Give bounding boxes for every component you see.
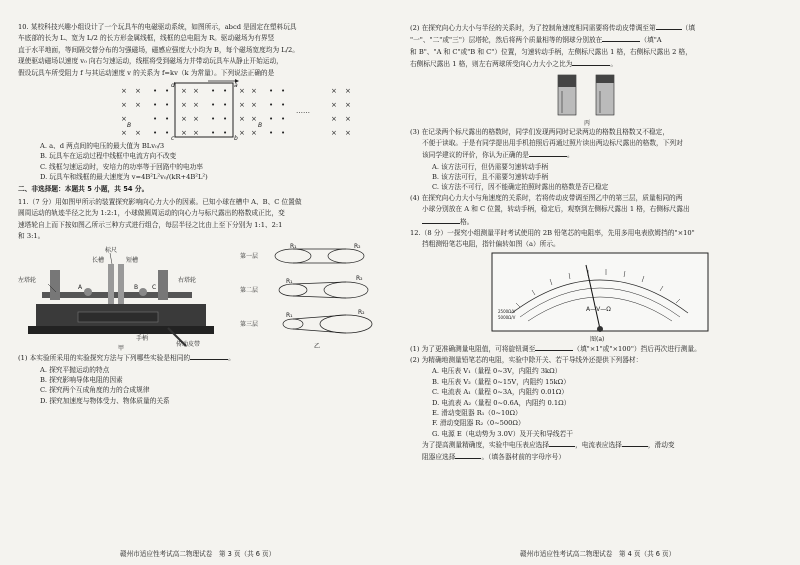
svg-text:•: • (165, 86, 170, 95)
ellipsis: …… (296, 106, 310, 115)
q11-part-4-line-2: 小球分别放在 A 和 C 位置，转动手柄，稳定后，观察到左侧标尺露出 1 格，右侧标尺露出 (422, 205, 690, 214)
label-scale: 标尺 (105, 247, 118, 255)
tower-combinations (275, 249, 372, 333)
svg-text:×: × (251, 86, 257, 95)
svg-text:×: × (193, 100, 199, 109)
q10-option-a: A. a、d 两点间的电压的最大值为 BLv₀/3 (40, 141, 165, 150)
label-belt: 传动皮带 (176, 341, 201, 349)
svg-text:×: × (251, 114, 257, 123)
svg-text:•: • (281, 86, 286, 95)
answer-blank[interactable] (622, 439, 648, 447)
field-mark: × (135, 86, 141, 95)
svg-text:×: × (345, 100, 351, 109)
figure-bing-scales (550, 71, 630, 127)
svg-text:×: × (193, 86, 199, 95)
q11-part-3-line-1: (3) 在记录两个标尺露出的格数时，同学们发现两同时记录两边的格数且格数又不稳定， (410, 127, 670, 136)
label-long-groove: 长槽 (92, 257, 105, 265)
r1-label: R₁ (286, 312, 293, 320)
svg-text:•: • (165, 114, 170, 123)
svg-text:×: × (345, 128, 351, 137)
svg-text:•: • (269, 86, 274, 95)
layer-1-label: 第一层 (240, 253, 259, 261)
svg-text:×: × (331, 114, 337, 123)
q11-option-b: B. 探究影响导体电阻的因素 (40, 376, 123, 384)
svg-text:×: × (239, 114, 245, 123)
section-2-heading: 二、非选择题：本题共 5 小题，共 54 分。 (18, 185, 149, 194)
q11-part-3-option-c: C. 该方法不可行，因不能确定拍照时露出的格数是否已稳定 (432, 183, 609, 192)
corner-b: b (234, 134, 238, 141)
svg-text:•: • (211, 114, 216, 123)
answer-blank[interactable] (422, 216, 460, 224)
equipment-a: A. 电压表 V₁（量程 0~3V，内阻约 3kΩ） (432, 367, 562, 376)
answer-blank[interactable] (602, 34, 640, 42)
r1-label: R₁ (286, 278, 293, 286)
field-mark: × (135, 128, 141, 137)
field-b-label: B (258, 121, 263, 129)
q11-stem-3: 速塔轮自上而下按如图乙所示三种方式进行组合，每层半径之比由上至下分别为 1:1、2:1 (18, 220, 283, 229)
svg-text:•: • (165, 128, 170, 137)
position-b: B (134, 284, 139, 292)
svg-text:•: • (281, 114, 286, 123)
q10-stem-3: 直于水平地面，等间隔交替分布的匀强磁场，磁感应强度大小均为 B，每个磁场宽度均为 L/2。 (18, 45, 299, 54)
svg-text:•: • (153, 100, 158, 109)
svg-text:×: × (251, 128, 257, 137)
svg-text:•: • (223, 86, 228, 95)
svg-text:•: • (281, 100, 286, 109)
q11-option-d: D. 探究加速度与物体受力、物体质量的关系 (40, 396, 170, 405)
svg-text:•: • (153, 86, 158, 95)
field-mark: × (121, 128, 127, 137)
svg-text:•: • (223, 100, 228, 109)
position-c: C (152, 284, 157, 292)
svg-text:×: × (239, 128, 245, 137)
meter-sensitivity-ac: 5000Ω/V (498, 314, 516, 320)
q11-part-4-line-1: (4) 在探究向心力大小与角速度的关系时，若将传动皮带调至图乙中的第三层，质量相同的两 (410, 193, 683, 202)
svg-text:•: • (269, 114, 274, 123)
svg-text:•: • (269, 128, 274, 137)
q10-option-c: C. 线框匀速运动时，安培力的功率等于回路中的电功率 (40, 162, 203, 171)
figure-jia-caption: 甲 (118, 345, 125, 353)
q11-option-c: C. 探究两个互成角度的力的合成规律 (40, 386, 150, 395)
svg-text:×: × (239, 100, 245, 109)
q12-part-3-line-1: 为了提高测量精确度，实验中电压表应选择 ，电流表应选择 ，滑动变 (422, 441, 675, 449)
svg-text:×: × (331, 128, 337, 137)
equipment-e: E. 滑动变阻器 R₁（0~10Ω） (432, 408, 522, 417)
page-4 (410, 22, 788, 464)
label-right-tower: 右塔轮 (178, 277, 197, 285)
layer-3-label: 第三层 (240, 321, 259, 329)
svg-text:×: × (251, 100, 257, 109)
v0-label (217, 79, 224, 80)
q10-stem-4: 现使驱动磁场以速度 v₀ 向右匀速运动，线框将受到磁场力并带动玩具车从静止开始运动， (18, 57, 283, 66)
answer-blank[interactable] (656, 22, 682, 30)
figure-yi-caption: 乙 (314, 343, 321, 351)
corner-a: a (234, 81, 238, 89)
field-mark: × (121, 114, 127, 123)
figure-a-caption: 图(a) (590, 335, 605, 343)
r1-label: R₁ (290, 243, 297, 251)
r2-label: R₂ (358, 309, 365, 317)
answer-blank[interactable] (529, 149, 567, 157)
q10-stem-5: 假设玩具车所受阻力 f 与其运动速度 v 的关系为 f=kv（k 为常量）。下列说法正确的是 (18, 68, 275, 77)
q11-apparatus-figure (18, 242, 390, 352)
meter-sensitivity-dc: 2500Ω/V (498, 308, 516, 314)
answer-blank[interactable] (535, 343, 573, 351)
q12-stem-2: 挡粗测铅笔芯电阻，指针偏转如图（a）所示。 (422, 240, 560, 249)
q11-part-1: (1) 本实验所采用的实验探究方法与下列哪些实验是相同的 。 (18, 354, 235, 363)
q11-part-2-line-3: 和 B"、"A 和 C"或"B 和 C"）位置，匀速转动手柄，左侧标尺露出 1 格，右侧标尺露出 2 格， (410, 47, 692, 56)
svg-text:•: • (153, 128, 158, 137)
q11-part-2-line-4: 右侧标尺露出 1 格，则左右两球所受向心力大小之比为 。 (410, 60, 618, 69)
q11-part-3-option-a: A. 该方法可行，但仍需要匀速转动手柄 (432, 162, 549, 171)
equipment-d: D. 电流表 A₂（量程 0~0.6A，内阻约 0.1Ω） (432, 398, 571, 407)
label-short-groove: 短槽 (126, 257, 139, 265)
svg-text:•: • (165, 100, 170, 109)
page-3 (18, 22, 393, 406)
q11-stem-4: 和 3:1。 (18, 231, 45, 240)
label-handle: 手柄 (136, 335, 149, 343)
svg-text:×: × (181, 128, 187, 137)
q12-stem-1: 12.（8 分）一探究小组测量平时考试使用的 2B 铅笔芯的电阻率，先用多用电表欧姆挡的"×10" (410, 228, 695, 237)
q12-part-2: (2) 为精确地测量铅笔芯的电阻，实验中除开关、若干导线外还提供下列器材： (410, 356, 643, 364)
field-b-label: B (127, 121, 132, 129)
q11-part-3-line-2: 不便于读取。于是有同学提出用手机拍照后再通过照片读出两边标尺露出的格数，下列对 (422, 138, 683, 147)
svg-text:×: × (193, 128, 199, 137)
multimeter-dial-figure (490, 251, 710, 343)
svg-text:×: × (239, 86, 245, 95)
equipment-b: B. 电压表 V₂（量程 0~15V，内阻约 15kΩ） (432, 377, 570, 386)
label-left-tower: 左塔轮 (18, 277, 37, 285)
svg-text:×: × (181, 114, 187, 123)
svg-text:•: • (269, 100, 274, 109)
q10-stem-2: 车底部的长为 L、宽为 L/2 的长方形金属线框，线框的总电阻为 R。驱动磁场为有界竖 (18, 34, 275, 43)
r2-label: R₂ (356, 275, 363, 283)
answer-blank[interactable] (455, 451, 481, 459)
meter-label: A—V—Ω (586, 305, 611, 313)
layer-2-label: 第二层 (240, 287, 259, 295)
equipment-g: G. 电源 E（电动势为 3.0V）及开关和导线若干 (432, 429, 573, 438)
field-mark: × (121, 86, 127, 95)
position-a: A (78, 284, 83, 292)
equipment-c: C. 电流表 A₁（量程 0~3A，内阻约 0.01Ω） (432, 388, 568, 397)
q10-option-d: D. 玩具车和线框的最大速度为 v=4B²L²v₀/(kR+4B²L²) (40, 173, 208, 181)
svg-text:×: × (181, 86, 187, 95)
r2-label: R₂ (354, 243, 361, 251)
q11-part-2-line-1: (2) 在探究向心力大小与半径的关系时，为了控制角速度相同需要将传动皮带调至第 （填 (410, 24, 696, 32)
answer-blank[interactable] (549, 439, 575, 447)
svg-text:•: • (153, 114, 158, 123)
svg-text:×: × (345, 114, 351, 123)
svg-text:•: • (211, 86, 216, 95)
field-mark: × (121, 100, 127, 109)
page-4-footer: 赣州市适应性考试高二物理试卷 第 4 页（共 6 页） (520, 550, 676, 558)
q11-part-3-line-3: 该同学建议的评价，你认为正确的是 。 (422, 151, 574, 160)
svg-text:×: × (345, 86, 351, 95)
q11-stem-2: 圆周运动的轨迹半径之比为 1:2:1，小球做圆周运动的向心力与标尺露出的格数成正比，变 (18, 209, 285, 218)
svg-text:×: × (181, 100, 187, 109)
q11-part-3-option-b: B. 该方法可行，且不需要匀速转动手柄 (432, 173, 549, 181)
svg-text:•: • (223, 128, 228, 137)
q11-option-a: A. 探究平抛运动的特点 (40, 365, 110, 374)
page-3-footer: 赣州市适应性考试高二物理试卷 第 3 页（共 6 页） (120, 550, 276, 558)
svg-text:•: • (223, 114, 228, 123)
svg-text:×: × (331, 86, 337, 95)
svg-text:•: • (211, 128, 216, 137)
corner-c: c (171, 134, 175, 141)
q10-option-b: B. 玩具车在运动过程中线框中电流方向不改变 (40, 152, 177, 161)
svg-text:•: • (211, 100, 216, 109)
q11-part-4-line-3: 格。 (410, 216, 788, 227)
figure-bing-caption: 丙 (584, 119, 591, 127)
field-mark: × (135, 100, 141, 109)
svg-text:×: × (331, 100, 337, 109)
corner-d: d (171, 81, 175, 89)
q12-part-3-line-2: 阻器应选择 。（填各器材前的字母序号） (422, 453, 566, 462)
equipment-f: F. 滑动变阻器 R₂（0~500Ω） (432, 419, 525, 428)
q10-magnetic-field-figure (113, 79, 363, 141)
svg-text:×: × (193, 114, 199, 123)
q12-part-1: (1) 为了更准确测量电阻值，可将旋钮调至 （填"×1"或"×100"）挡后再次进行测量。 (410, 344, 701, 353)
q10-stem-1: 10. 某校科技兴趣小组设计了一个玩具车的电磁驱动系统，如图所示，abcd 是固定在塑料玩具 (18, 23, 297, 31)
answer-blank[interactable] (572, 58, 610, 66)
q11-part-2-line-2: "一"、"二"或"三"）层塔轮，然后将两个质量相等的钢球分别放在 （填"A (410, 36, 662, 45)
answer-blank[interactable] (190, 352, 228, 360)
svg-text:•: • (281, 128, 286, 137)
q11-stem-1: 11.（7 分）用如图甲所示的装置探究影响向心力大小的因素。已知小球在槽中 A、B、C 位置做 (18, 197, 302, 206)
